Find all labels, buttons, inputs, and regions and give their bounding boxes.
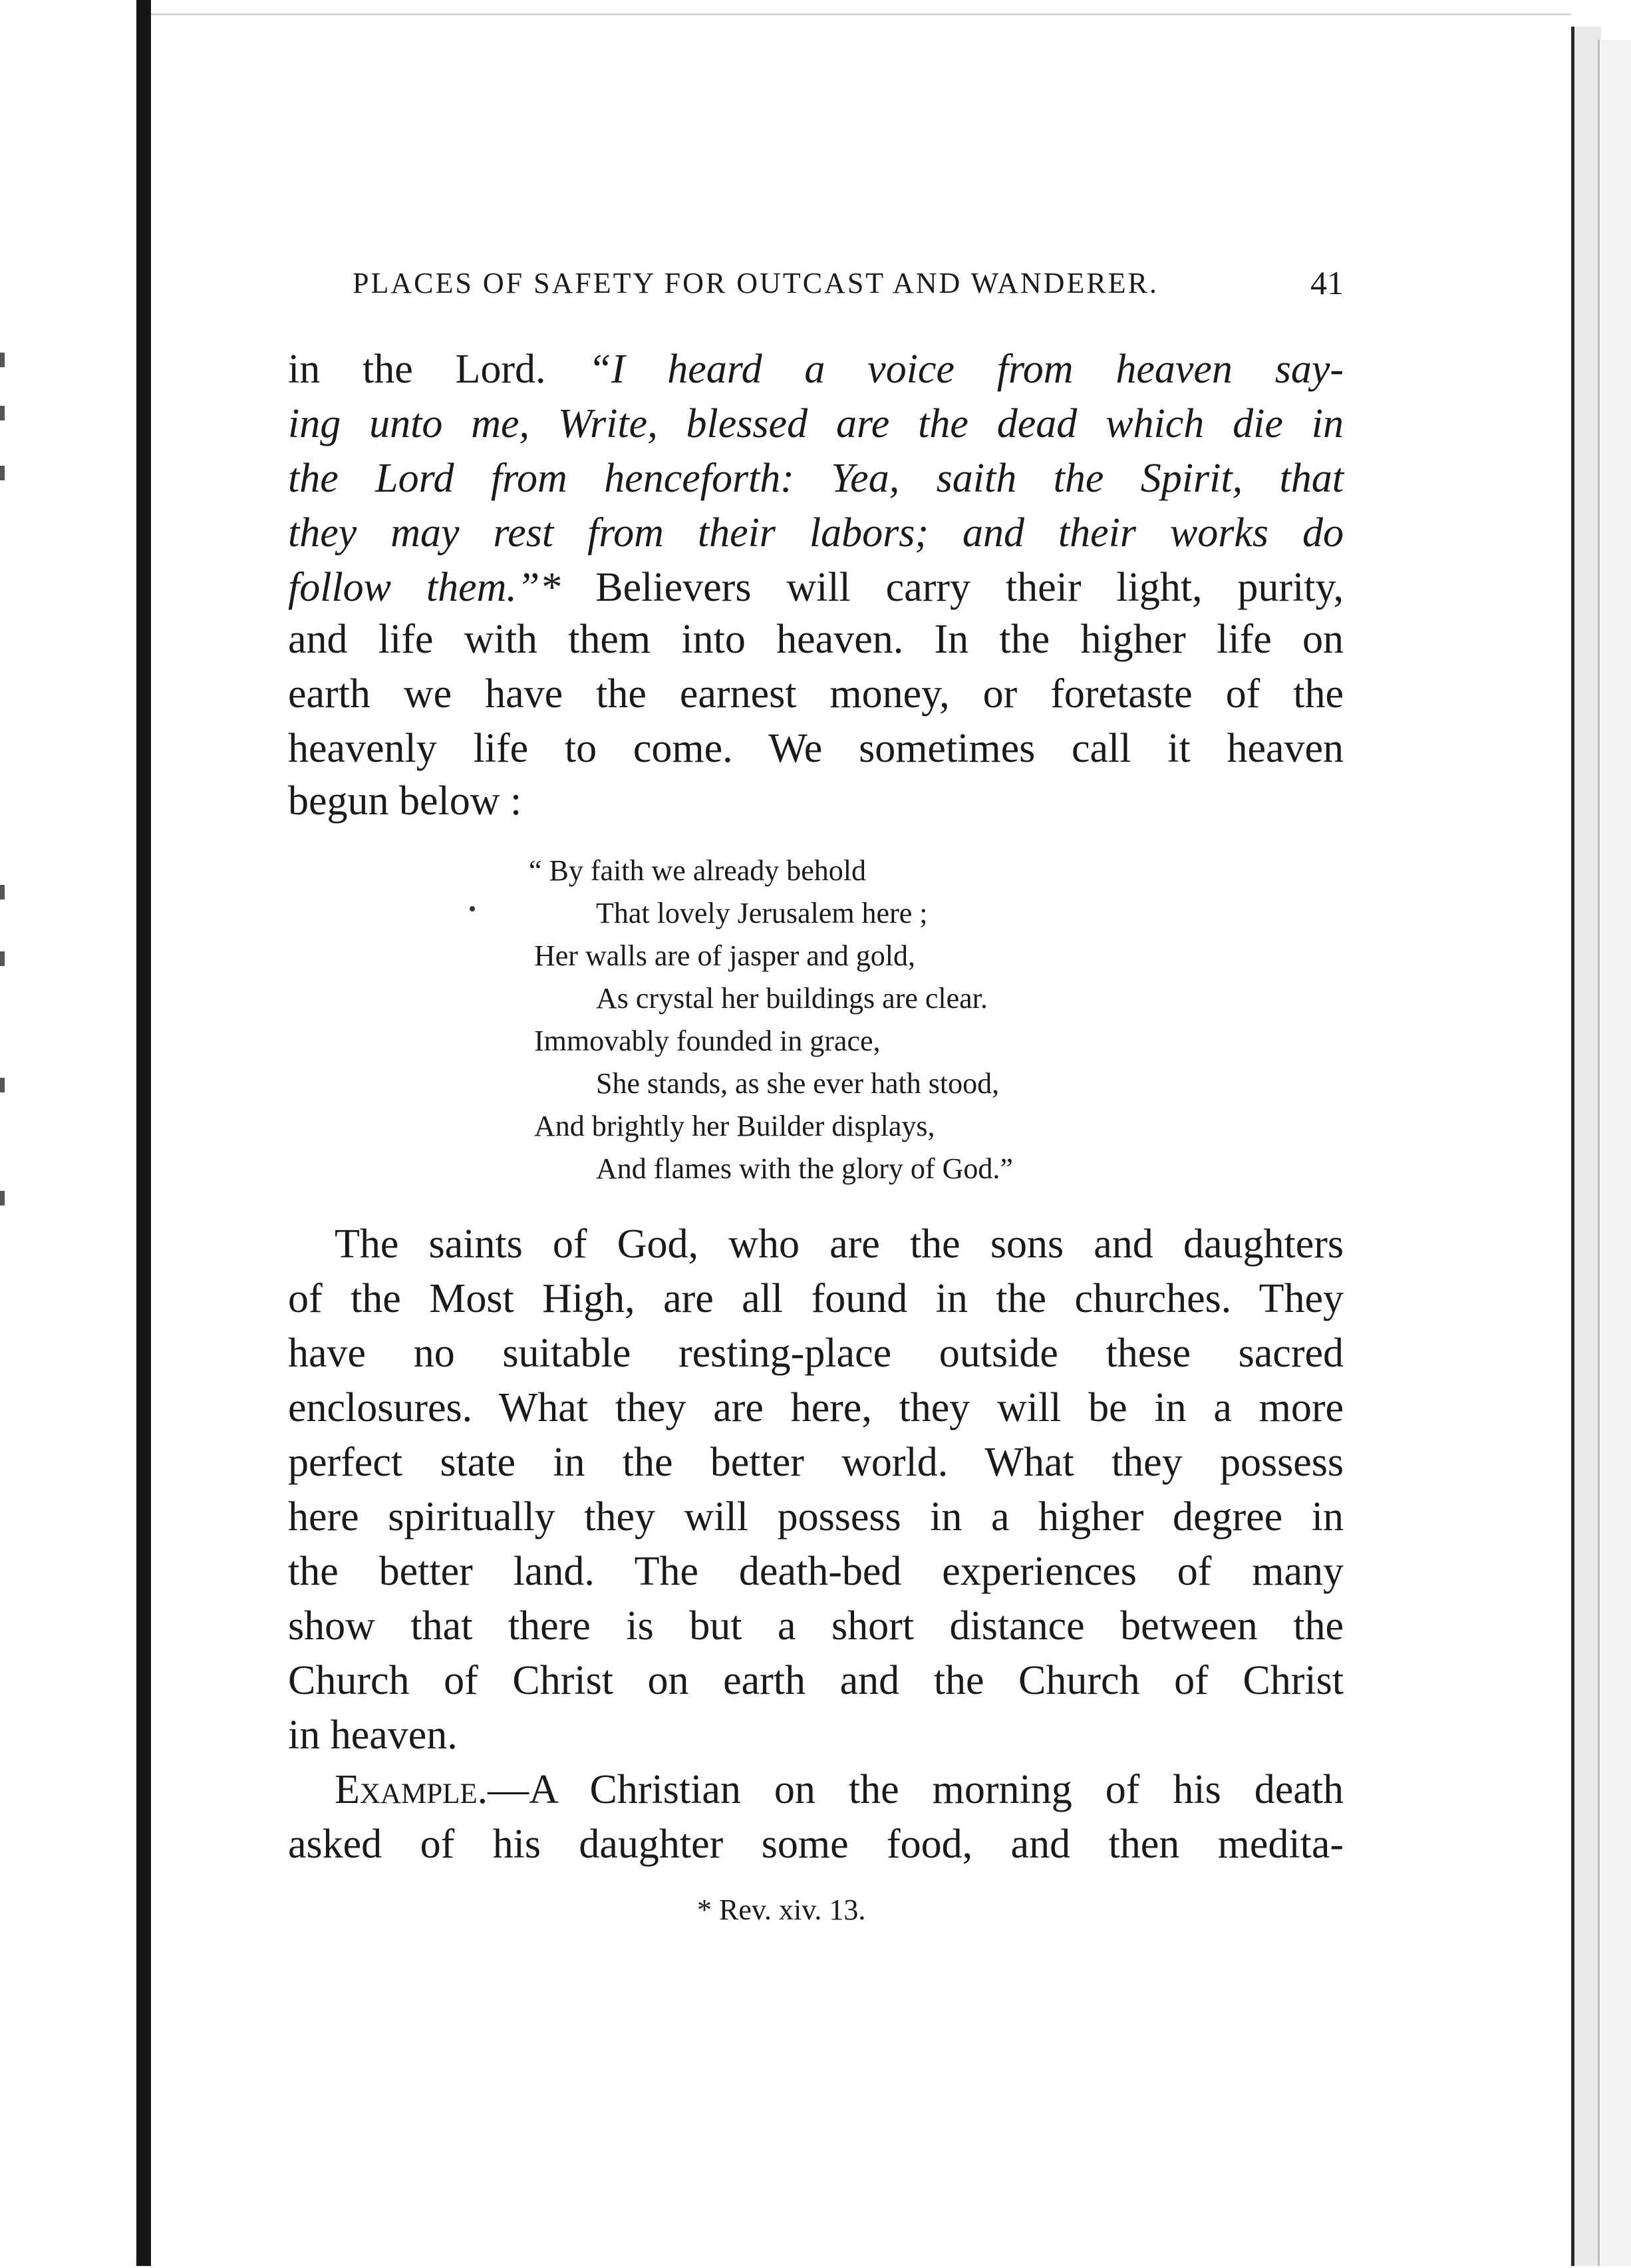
poem-line: And brightly her Builder displays, [534, 1110, 935, 1142]
poem-line: She stands, as she ever hath stood, [596, 1067, 1000, 1100]
scripture-quote: follow them.”* [288, 565, 561, 610]
text-line: perfect state in the better world. What they possess [288, 1440, 1344, 1485]
scripture-quote: the Lord from henceforth: Yea, saith the Spirit, that [288, 456, 1344, 501]
page-edge-outer [1598, 40, 1631, 2266]
text-line [288, 343, 1344, 396]
text-line [288, 452, 1344, 505]
margin-mark [0, 1078, 5, 1092]
margin-mark [0, 353, 5, 367]
text-line: asked of his daughter some food, and then medita- [288, 1822, 1344, 1867]
margin-mark [0, 1191, 5, 1206]
left-margin [0, 0, 136, 2266]
margin-mark [0, 885, 5, 899]
text-line: earth we have the earnest money, or foretaste of the [288, 671, 1344, 717]
scripture-quote: ing unto me, Write, blessed are the dead which die in [288, 401, 1344, 446]
poem-line: That lovely Jerusalem here ; [596, 897, 928, 929]
poem-line: “ By faith we already behold [529, 854, 867, 887]
stray-mark [470, 906, 475, 911]
book-spine-gutter [136, 0, 151, 2266]
poem-line: Her walls are of jasper and gold, [534, 939, 916, 972]
text-line: enclosures. What they are here, they will be in a more [288, 1385, 1344, 1430]
text-line [335, 1763, 1344, 1816]
text-line: the better land. The death-bed experiences of many [288, 1549, 1344, 1594]
text-line [288, 561, 1344, 614]
text-line [288, 506, 1344, 560]
example-label: Example. [335, 1767, 488, 1812]
text-run: —A Christian on the morning of his death [488, 1767, 1344, 1812]
margin-mark [0, 406, 5, 420]
running-header [353, 266, 1344, 313]
text-line [288, 397, 1344, 450]
text-line: of the Most High, are all found in the churches. They [288, 1276, 1344, 1321]
text-line: Church of Christ on earth and the Church of Christ [288, 1658, 1344, 1703]
text-line: The saints of God, who are the sons and daughters [335, 1221, 1344, 1267]
scripture-quote: “I heard a voice from heaven say- [588, 347, 1344, 392]
margin-mark [0, 951, 5, 966]
margin-mark [0, 466, 5, 480]
text-line: show that there is but a short distance between the [288, 1603, 1344, 1649]
text-line: have no suitable resting-place outside these sacred [288, 1331, 1344, 1376]
page-edge [1571, 27, 1601, 2266]
text-line: and life with them into heaven. In the higher life on [288, 617, 1344, 662]
text-line: heavenly life to come. We sometimes call it heaven [288, 726, 1344, 771]
poem-line: Immovably founded in grace, [534, 1025, 881, 1057]
poem-line: And flames with the glory of God.” [596, 1152, 1013, 1185]
poem-line: As crystal her buildings are clear. [596, 982, 988, 1015]
text-run: Believers will carry their light, purity, [560, 565, 1344, 610]
text-line: in heaven. [288, 1712, 458, 1758]
text-run: in the Lord. [288, 347, 546, 392]
running-title: PLACES OF SAFETY FOR OUTCAST AND WANDERER. [353, 267, 1159, 299]
text-line: here spiritually they will possess in a higher degree in [288, 1494, 1344, 1539]
page-number: 41 [1310, 264, 1344, 301]
scripture-quote: they may rest from their labors; and their works do [288, 510, 1344, 556]
text-line: begun below : [288, 778, 522, 824]
footnote: * Rev. xiv. 13. [697, 1893, 866, 1926]
